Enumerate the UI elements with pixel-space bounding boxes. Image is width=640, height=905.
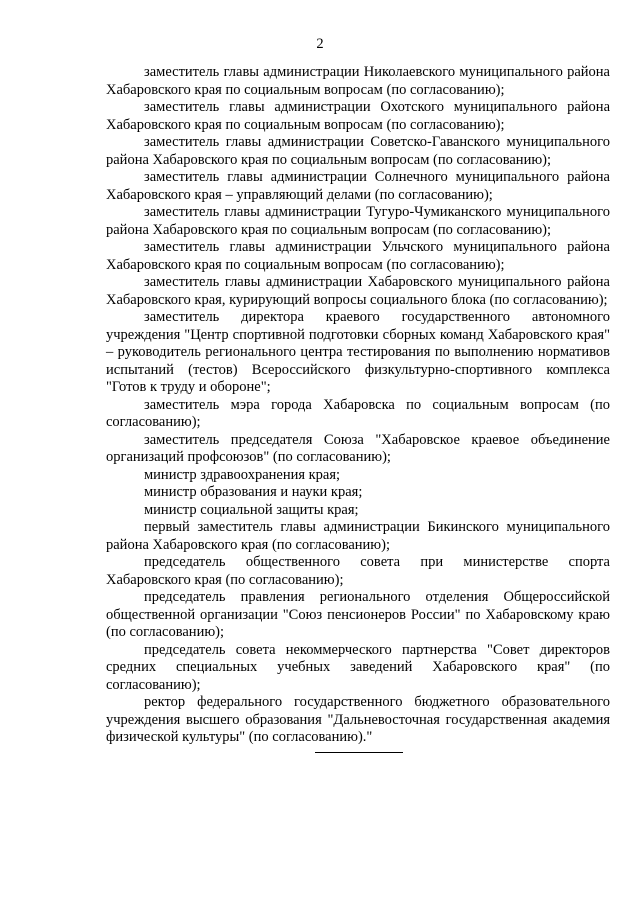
- list-item: председатель совета некоммерческого партнерства "Совет директоров средних специальных учебных заведений Хабаровского края" (по согласованию);: [106, 641, 610, 693]
- list-item: заместитель главы администрации Ульчского муниципального района Хабаровского края по социальным вопросам (по согласованию);: [106, 239, 610, 273]
- member-list: [106, 64, 610, 747]
- page-number: 2: [316, 36, 324, 52]
- list-item: заместитель директора краевого государственного автономного учреждения "Центр спортивной подготовки сборных команд Хабаровского края" – руководитель регионального центра тестирования по выполнению нормативов испытаний (тестов) Всероссийского физкультурно-спортивного комплекса "Готов к труду и обороне";: [106, 309, 610, 395]
- list-item: министр здравоохранения края;: [144, 466, 341, 483]
- list-item: председатель правления регионального отделения Общероссийской общественной организации "Союз пенсионеров России" по Хабаровскому краю (по согласованию);: [106, 589, 610, 640]
- list-item: заместитель главы администрации Солнечного муниципального района Хабаровского края – управляющий делами (по согласованию);: [106, 169, 610, 203]
- list-item: министр социальной защиты края;: [144, 501, 359, 518]
- list-item: заместитель главы администрации Охотского муниципального района Хабаровского края по социальным вопросам (по согласованию);: [106, 99, 610, 133]
- list-item: ректор федерального государственного бюджетного образовательного учреждения высшего образования "Дальневосточная государственная академия физической культуры" (по согласованию).": [106, 694, 610, 745]
- list-item: председатель общественного совета при министерстве спорта Хабаровского края (по согласованию);: [106, 554, 610, 588]
- list-item: заместитель главы администрации Хабаровского муниципального района Хабаровского края, курирующий вопросы социального блока (по согласованию);: [106, 274, 610, 308]
- end-separator-line: [315, 752, 403, 753]
- list-item: заместитель главы администрации Тугуро-Чумиканского муниципального района Хабаровского края по социальным вопросам (по согласованию);: [106, 204, 610, 238]
- list-item: министр образования и науки края;: [144, 484, 363, 500]
- list-item: заместитель главы администрации Советско-Гаванского муниципального района Хабаровского края по социальным вопросам (по согласованию);: [106, 134, 610, 168]
- list-item: первый заместитель главы администрации Бикинского муниципального района Хабаровского края (по согласованию);: [106, 519, 610, 553]
- list-item: заместитель председателя Союза "Хабаровское краевое объединение организаций профсоюзов" (по согласованию);: [106, 431, 610, 465]
- list-item: заместитель мэра города Хабаровска по социальным вопросам (по согласованию);: [106, 396, 610, 430]
- list-item: заместитель главы администрации Николаевского муниципального района Хабаровского края по социальным вопросам (по согласованию);: [106, 64, 610, 98]
